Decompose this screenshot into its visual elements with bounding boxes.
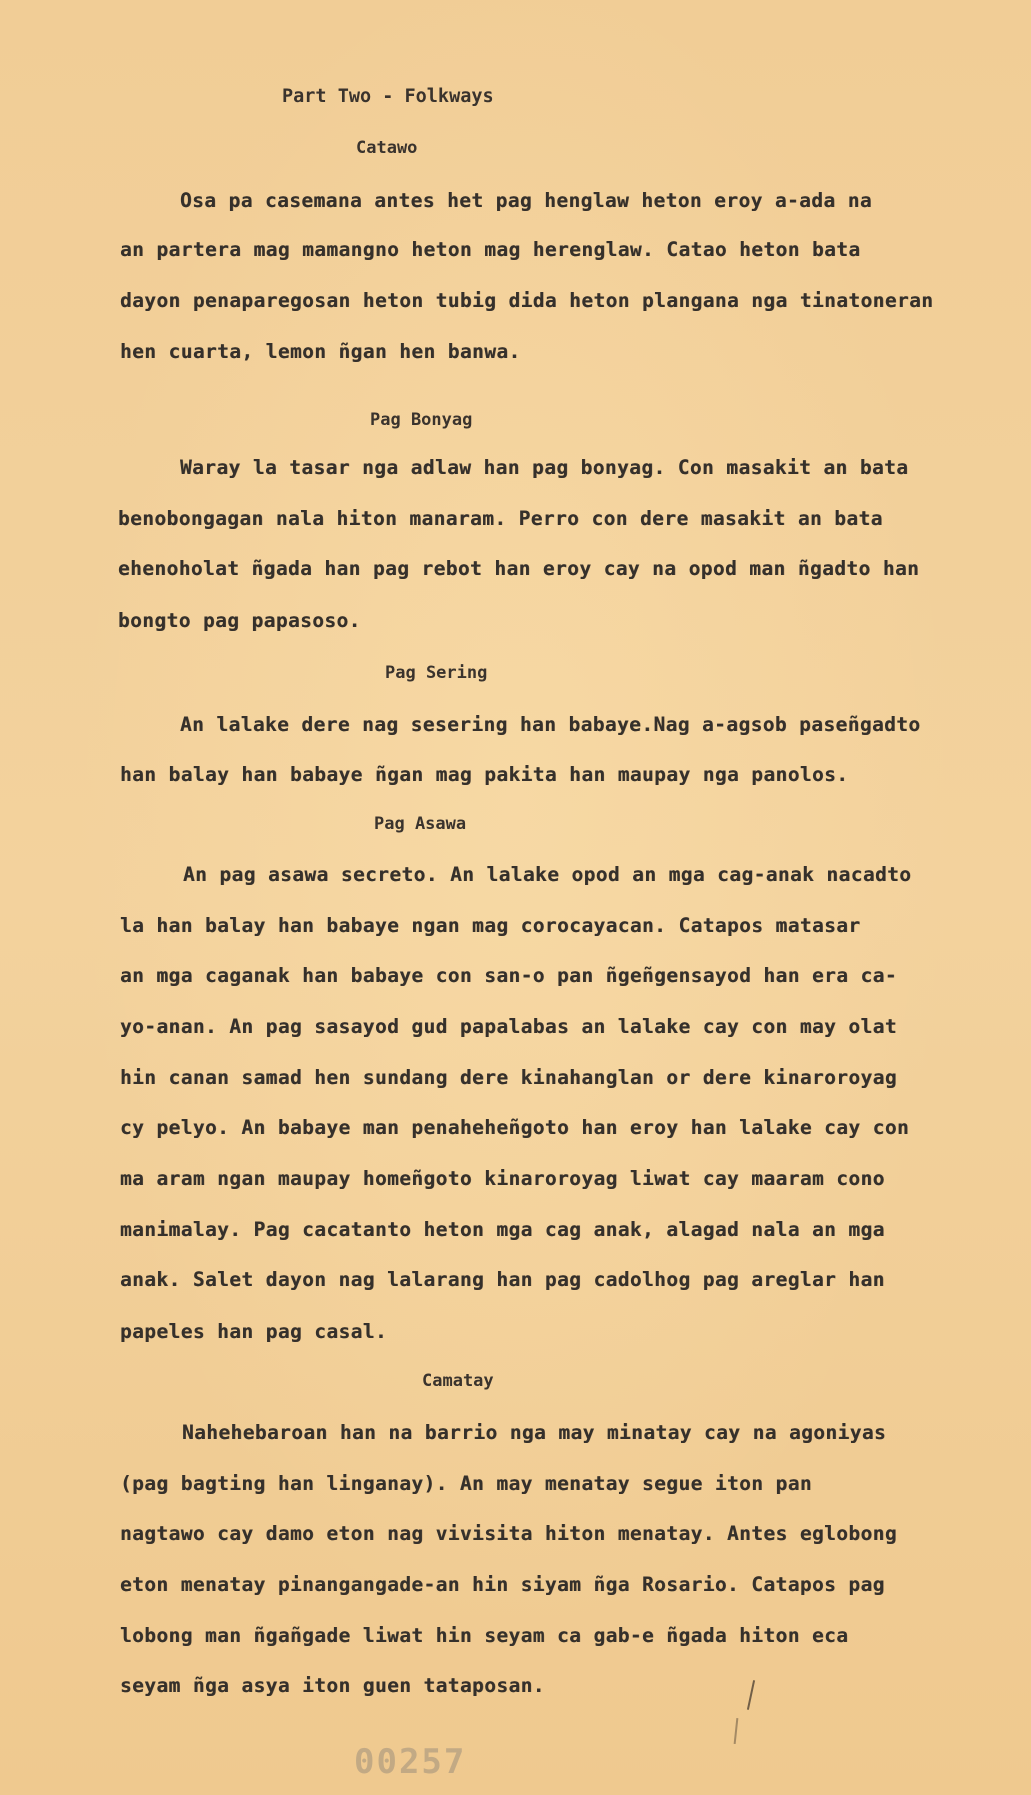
- section-heading-pag-sering: Pag Sering: [385, 663, 488, 683]
- paragraph-line: manimalay. Pag cacatanto heton mga cag anak, alagad nala an mga: [120, 1218, 885, 1241]
- archive-stamp: 00257: [354, 1742, 467, 1782]
- paragraph-line: yo-anan. An pag sasayod gud papalabas an lalake cay con may olat: [120, 1015, 897, 1038]
- paragraph-line: eton menatay pinangangade-an hin siyam ñga Rosario. Catapos pag: [120, 1573, 885, 1596]
- paragraph-line: an mga caganak han babaye con san-o pan ñgeñgensayod han era ca-: [120, 964, 897, 987]
- paragraph-line: ma aram ngan maupay homeñgoto kinaroroyag liwat cay maaram cono: [120, 1167, 885, 1190]
- paragraph-line: Osa pa casemana antes het pag henglaw heton eroy a-ada na: [180, 189, 872, 212]
- paragraph-line: lobong man ñgañgade liwat hin seyam ca gab-e ñgada hiton eca: [120, 1624, 849, 1647]
- paragraph-line: an partera mag mamangno heton mag herenglaw. Catao heton bata: [120, 238, 861, 261]
- pen-mark: [734, 1718, 738, 1744]
- paragraph-line: anak. Salet dayon nag lalarang han pag cadolhog pag areglar han: [120, 1268, 885, 1291]
- section-heading-camatay: Camatay: [422, 1371, 494, 1391]
- paragraph-line: han balay han babaye ñgan mag pakita han maupay nga panolos.: [120, 763, 849, 786]
- document-title: Part Two - Folkways: [282, 86, 494, 107]
- paragraph-line: Waray la tasar nga adlaw han pag bonyag. Con masakit an bata: [180, 456, 909, 479]
- paragraph-line: nagtawo cay damo eton nag vivisita hiton menatay. Antes eglobong: [120, 1522, 897, 1545]
- paragraph-line: hen cuarta, lemon ñgan hen banwa.: [120, 340, 521, 363]
- paragraph-line: benobongagan nala hiton manaram. Perro con dere masakit an bata: [118, 507, 883, 530]
- paragraph-line: hin canan samad hen sundang dere kinahanglan or dere kinaroroyag: [120, 1066, 897, 1089]
- paragraph-line: cy pelyo. An babaye man penaheheñgoto han eroy han lalake cay con: [120, 1116, 910, 1139]
- paragraph-line: An lalake dere nag sesering han babaye.Nag a-agsob paseñgadto: [180, 713, 921, 736]
- pen-mark: [747, 1680, 755, 1710]
- paragraph-line: An pag asawa secreto. An lalake opod an mga cag-anak nacadto: [183, 863, 912, 886]
- paragraph-line: la han balay han babaye ngan mag corocayacan. Catapos matasar: [120, 914, 861, 937]
- paragraph-line: ehenoholat ñgada han pag rebot han eroy cay na opod man ñgadto han: [118, 557, 920, 580]
- paragraph-line: (pag bagting han linganay). An may menatay segue iton pan: [120, 1472, 812, 1495]
- section-heading-pag-asawa: Pag Asawa: [374, 814, 467, 834]
- paragraph-line: bongto pag papasoso.: [118, 609, 361, 632]
- section-heading-pag-bonyag: Pag Bonyag: [370, 410, 473, 430]
- paragraph-line: papeles han pag casal.: [120, 1320, 388, 1343]
- paragraph-line: Nahehebaroan han na barrio nga may minatay cay na agoniyas: [182, 1421, 887, 1444]
- paragraph-line: dayon penaparegosan heton tubig dida heton plangana nga tinatoneran: [120, 289, 934, 312]
- paragraph-line: seyam ñga asya iton guen tataposan.: [120, 1674, 545, 1697]
- section-heading-catawo: Catawo: [356, 138, 418, 158]
